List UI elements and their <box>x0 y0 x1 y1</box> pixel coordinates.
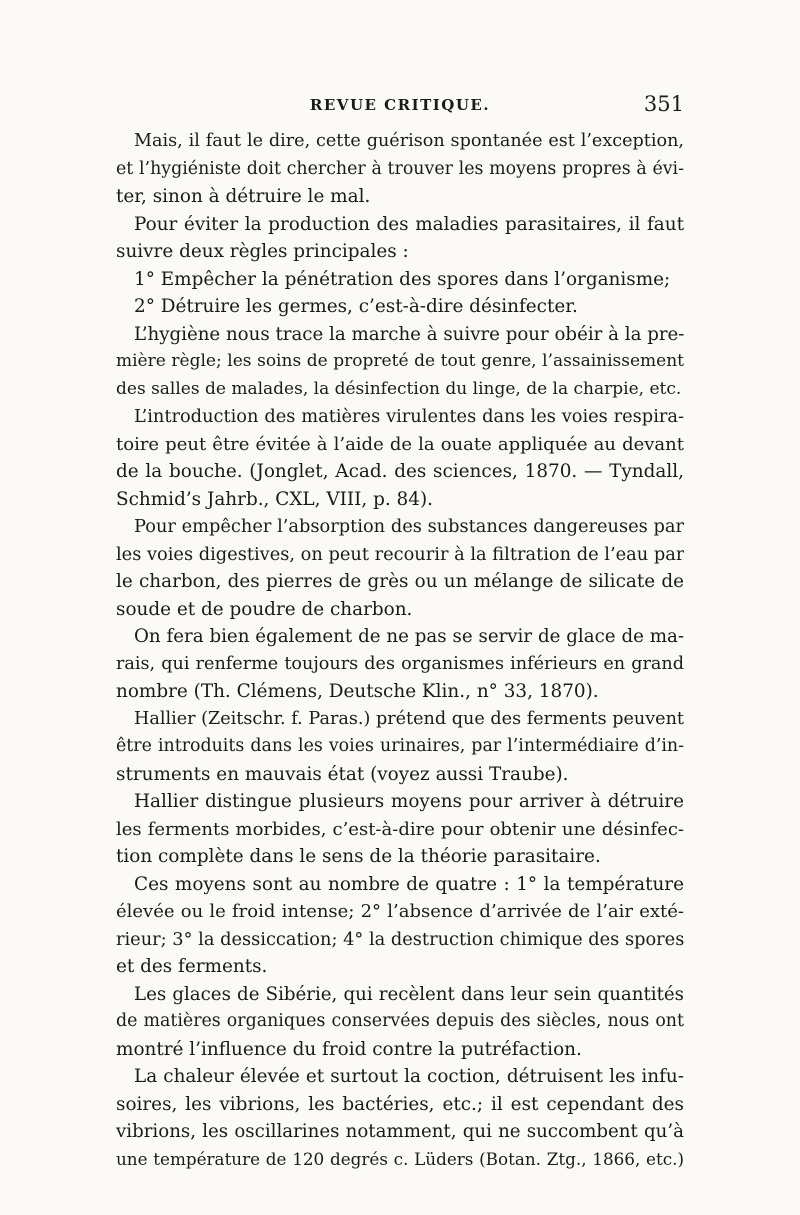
text-line: nombre (Th. Clémens, Deutsche Klin., n° 33, 1870). <box>116 681 599 702</box>
text-line: soires, les vibrions, les bactéries, etc.; il est cependant des <box>116 1093 684 1115</box>
text-line: le charbon, des pierres de grès ou un mélange de silicate de <box>116 571 684 592</box>
text-line: Hallier distingue plusieurs moyens pour arriver à détruire <box>134 791 684 812</box>
page-header <box>116 92 684 122</box>
text-line: L’introduction des matières virulentes dans les voies respira- <box>134 406 684 427</box>
text-line: et l’hygiéniste doit chercher à trouver les moyens propres à évi- <box>116 158 684 179</box>
text-line: struments en mauvais état (voyez aussi Traube). <box>116 763 569 785</box>
text-line: des salles de malades, la désinfection du linge, de la charpie, etc. <box>116 378 682 399</box>
text-line: rieur; 3° la dessiccation; 4° la destruction chimique des spores <box>116 928 684 950</box>
text-line: La chaleur élevée et surtout la coction, détruisent les infu- <box>134 1066 684 1087</box>
text-line: Hallier (Zeitschr. f. Paras.) prétend que des ferments peuvent <box>134 708 684 729</box>
text-line: une température de 120 degrés c. Lüders (Botan. Ztg., 1866, etc.) <box>116 1148 684 1169</box>
text-line: de la bouche. (Jonglet, Acad. des sciences, 1870. — Tyndall, <box>116 461 684 482</box>
text-line: soude et de poudre de charbon. <box>116 598 413 620</box>
body-text <box>116 128 684 1173</box>
text-line: 1° Empêcher la pénétration des spores dans l’organisme; <box>134 268 671 290</box>
text-line: les ferments morbides, c’est-à-dire pour obtenir une désinfec- <box>116 818 684 840</box>
text-line: mière règle; les soins de propreté de tout genre, l’assainissement <box>116 351 684 371</box>
text-line: être introduits dans les voies urinaires, par l’intermédiaire d’in- <box>116 736 684 756</box>
text-line: On fera bien également de ne pas se servir de glace de ma- <box>134 626 684 647</box>
text-line: montré l’influence du froid contre la putréfaction. <box>116 1038 582 1060</box>
text-line: et des ferments. <box>116 956 268 977</box>
text-line: tion complète dans le sens de la théorie parasitaire. <box>116 846 601 867</box>
text-line: élevée ou le froid intense; 2° l’absence d’arrivée de l’air exté- <box>116 901 684 922</box>
running-head: REVUE CRITIQUE. <box>309 96 491 114</box>
page-number: 351 <box>643 92 684 116</box>
text-line: L’hygiène nous trace la marche à suivre pour obéir à la pre- <box>134 323 684 345</box>
text-line: Les glaces de Sibérie, qui recèlent dans leur sein quantités <box>134 983 684 1005</box>
text-line: rais, qui renferme toujours des organismes inférieurs en grand <box>116 653 684 674</box>
text-line: ter, sinon à détruire le mal. <box>116 186 371 207</box>
text-line: Schmid’s Jahrb., CXL, VIII, p. 84). <box>116 488 433 510</box>
text-line: 2° Détruire les germes, c’est-à-dire désinfecter. <box>134 296 578 317</box>
text-line: vibrions, les oscillarines notamment, qui ne succombent qu’à <box>116 1121 684 1142</box>
text-line: toire peut être évitée à l’aide de la ouate appliquée au devant <box>116 433 684 455</box>
text-line: suivre deux règles principales : <box>116 241 409 262</box>
text-line: Ces moyens sont au nombre de quatre : 1° la température <box>134 873 684 895</box>
text-line: les voies digestives, on peut recourir à la filtration de l’eau par <box>116 543 684 565</box>
text-line: Pour éviter la production des maladies parasitaires, il faut <box>134 213 684 235</box>
text-line: de matières organiques conservées depuis des siècles, nous ont <box>116 1011 684 1031</box>
text-line: Pour empêcher l’absorption des substances dangereuses par <box>134 516 684 537</box>
text-line: Mais, il faut le dire, cette guérison spontanée est l’exception, <box>134 131 684 151</box>
